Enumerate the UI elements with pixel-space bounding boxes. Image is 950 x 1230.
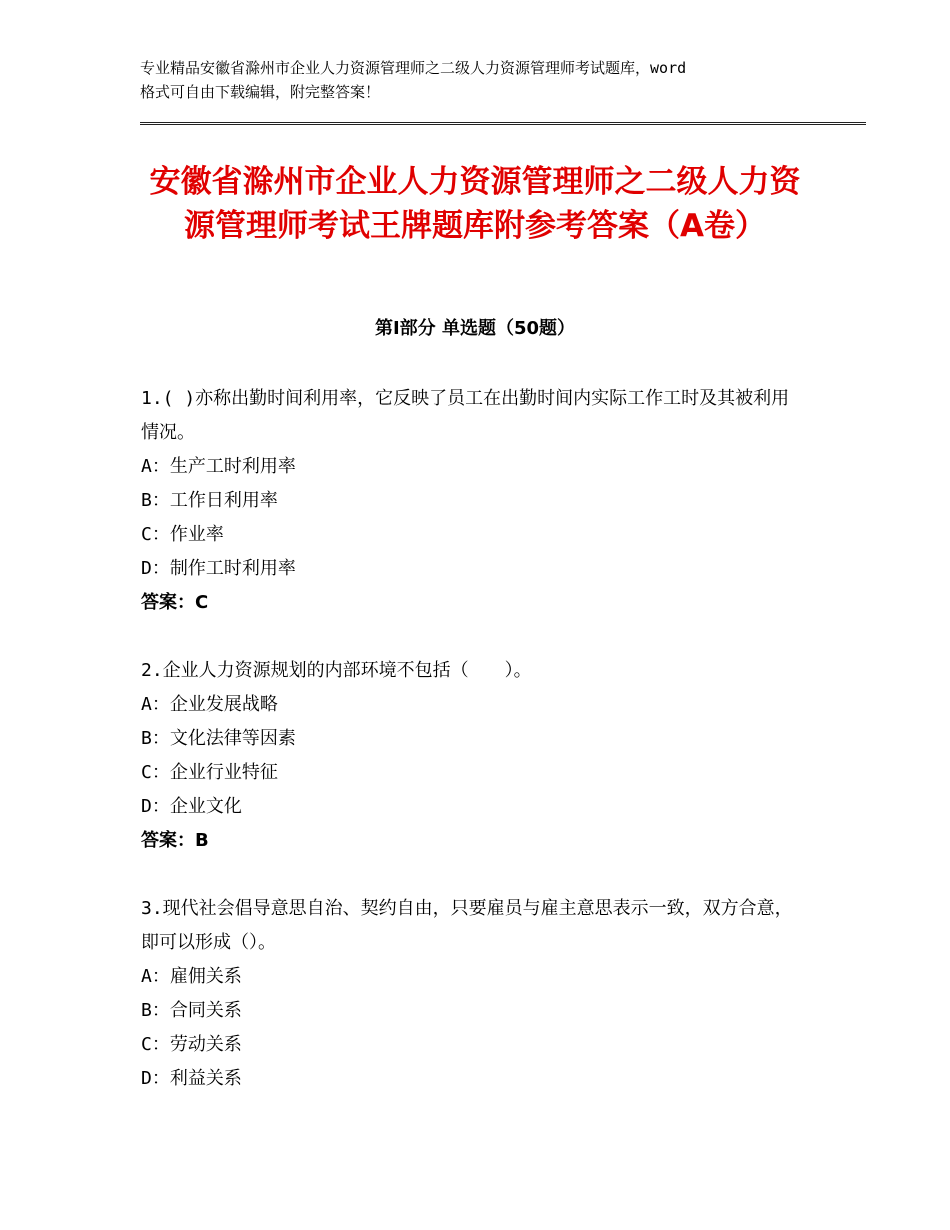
question-1 <box>141 382 821 620</box>
option-b: B：工作日利用率 <box>141 490 278 511</box>
option-c: C：作业率 <box>141 524 224 545</box>
question-2 <box>141 654 821 858</box>
question-3 <box>141 892 821 1096</box>
question-text: 1.( )亦称出勤时间利用率，它反映了员工在出勤时间内实际工作工时及其被利用情况。 <box>141 388 790 443</box>
answer: 答案：B <box>141 830 209 851</box>
header-divider <box>140 122 866 125</box>
answer: 答案：C <box>141 592 209 613</box>
option-d: D：企业文化 <box>141 796 242 817</box>
question-list <box>141 382 821 1130</box>
option-c: C：企业行业特征 <box>141 762 278 783</box>
option-d: D：制作工时利用率 <box>141 558 296 579</box>
option-a: A：雇佣关系 <box>141 966 242 987</box>
option-c: C：劳动关系 <box>141 1034 242 1055</box>
option-a: A：企业发展战略 <box>141 694 278 715</box>
option-b: B：文化法律等因素 <box>141 728 296 749</box>
header-note: 专业精品安徽省滁州市企业人力资源管理师之二级人力资源管理师考试题库，word 格式可自由下载编辑，附完整答案！ <box>140 59 687 101</box>
option-d: D：利益关系 <box>141 1068 242 1089</box>
document-title: 安徽省滁州市企业人力资源管理师之二级人力资源管理师考试王牌题库附参考答案（A卷） <box>149 164 801 244</box>
option-a: A：生产工时利用率 <box>141 456 296 477</box>
question-text: 3.现代社会倡导意思自治、契约自由，只要雇员与雇主意思表示一致，双方合意，即可以形成（）。 <box>141 898 793 953</box>
question-text: 2.企业人力资源规划的内部环境不包括（ ）。 <box>141 660 532 681</box>
section-heading: 第Ⅰ部分 单选题（50题） <box>374 318 575 339</box>
option-b: B：合同关系 <box>141 1000 242 1021</box>
